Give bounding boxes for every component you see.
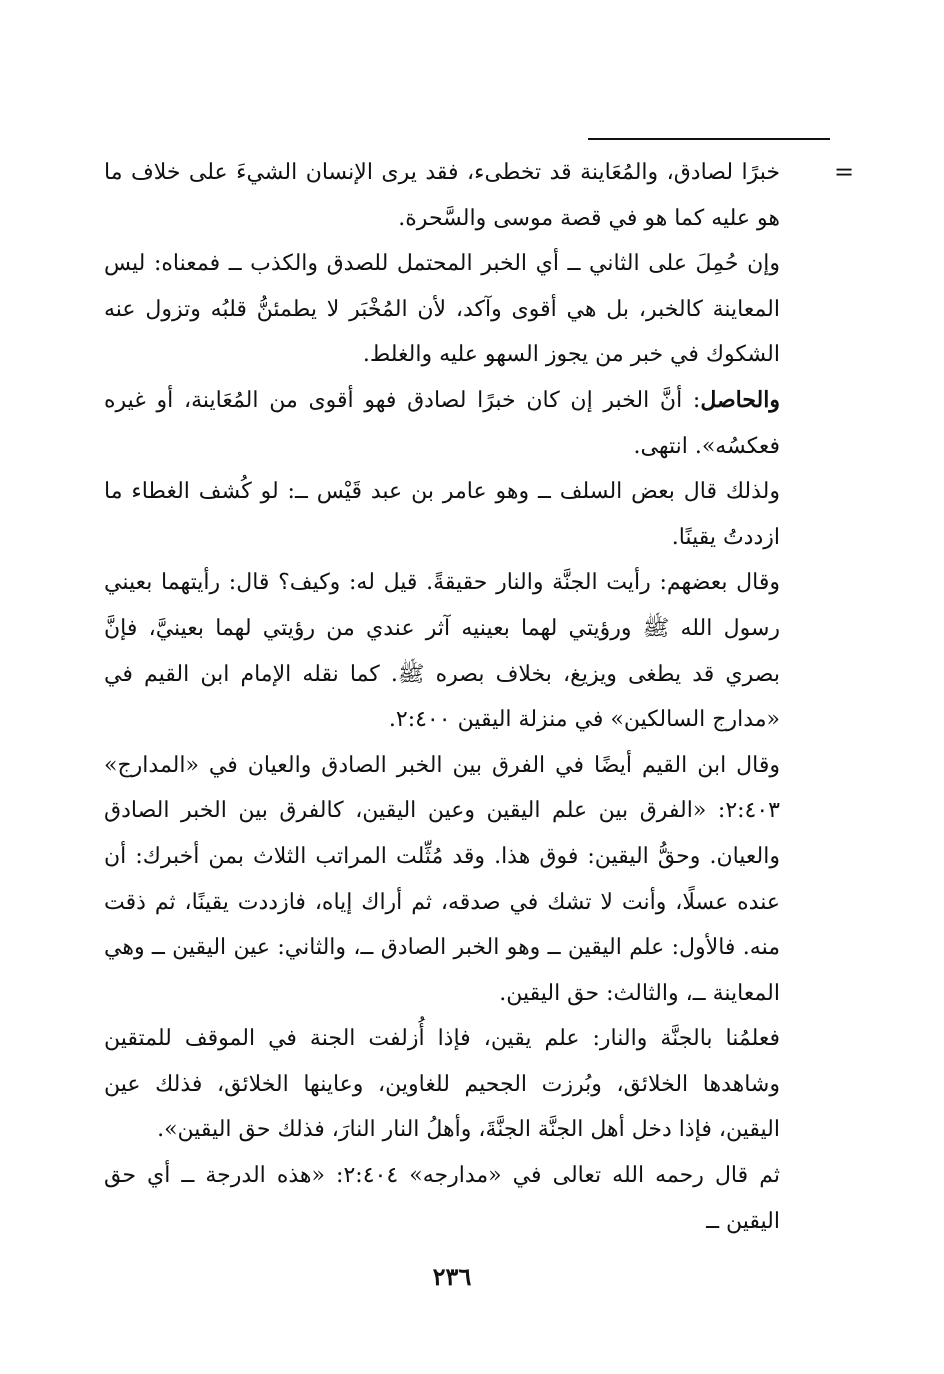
footnote-paragraph xyxy=(104,1016,780,1153)
footnote-paragraph xyxy=(104,241,780,378)
footnote-paragraph xyxy=(104,560,780,742)
footnote-paragraph xyxy=(104,469,780,560)
footnote-continuation-mark: = xyxy=(834,158,855,186)
footnote-text xyxy=(104,150,780,1244)
paragraph-text: فعلمُنا بالجنَّة والنار: علم يقين، فإذا أُزلفت الجنة في الموقف للمتقين وشاهدها الخلائق، وبُرزت الجحيم للغاوين، وعاينها الخلائق، فذلك عين اليقين، فإذا دخل أهل الجنَّة الجنَّةَ، وأهلُ النار النارَ، فذلك حق اليقين». xyxy=(104,1026,780,1143)
paragraph-label: والحاصل xyxy=(700,386,780,413)
paragraph-text: خبرًا لصادق، والمُعَاينة قد تخطىء، فقد يرى الإنسان الشيءَ على خلاف ما هو عليه كما هو في قصة موسى والسَّحرة. xyxy=(104,160,780,231)
footnote-paragraph xyxy=(104,150,780,241)
footnote-separator-rule xyxy=(588,138,830,140)
paragraph-text: وإن حُمِلَ على الثاني ــ أي الخبر المحتمل للصدق والكذب ــ فمعناه: ليس المعاينة كالخبر، بل هي أقوى وآكد، لأن المُخْبَر لا يطمئنُّ قلبُه وتزول عنه الشكوك في خبر من يجوز السهو عليه والغلط. xyxy=(104,251,780,368)
footnote-paragraph xyxy=(104,378,780,469)
footnote-paragraph xyxy=(104,743,780,1017)
paragraph-text: : أنَّ الخبر إن كان خبرًا لصادق فهو أقوى من المُعَاينة، أو غيره فعكسُه». انتهى. xyxy=(104,387,780,459)
paragraph-text: ثم قال رحمه الله تعالى في «مدارجه» ٢:٤٠٤: «هذه الدرجة ــ أي حق اليقين ــ xyxy=(104,1163,780,1234)
page-number: ٢٣٦ xyxy=(432,1262,472,1291)
paragraph-text: وقال ابن القيم أيضًا في الفرق بين الخبر الصادق والعيان في «المدارج» ٢:٤٠٣: «الفرق بين علم اليقين وعين اليقين، كالفرق بين الخبر الصادق والعيان. وحقُّ اليقين: فوق هذا. وقد مُثِّلت المراتب الثلاث بمن أخبرك: أن عنده عسلًا، وأنت لا تشك في صدقه، ثم أراك إياه، فازددت يقينًا، ثم ذقت منه. فالأول: علم اليقين ــ وهو الخبر الصادق ــ، والثاني: عين اليقين ــ وهي المعاينة ــ، والثالث: حق اليقين. xyxy=(104,752,780,1006)
paragraph-text: ولذلك قال بعض السلف ــ وهو عامر بن عبد قَيْس ــ: لو كُشف الغطاء ما ازددتُ يقينًا. xyxy=(104,479,780,550)
footnote-paragraph xyxy=(104,1153,780,1244)
paragraph-text: وقال بعضهم: رأيت الجنَّة والنار حقيقةً. قيل له: وكيف؟ قال: رأيتهما بعيني رسول الله ﷺ ورؤيتي لهما بعينيه آثر عندي من رؤيتي لهما بعينيَّ، فإنَّ بصري قد يطغى ويزيغ، بخلاف بصره ﷺ. كما نقله الإمام ابن القيم في «مدارج السالكين» في منزلة اليقين ٢:٤٠٠. xyxy=(104,570,780,733)
